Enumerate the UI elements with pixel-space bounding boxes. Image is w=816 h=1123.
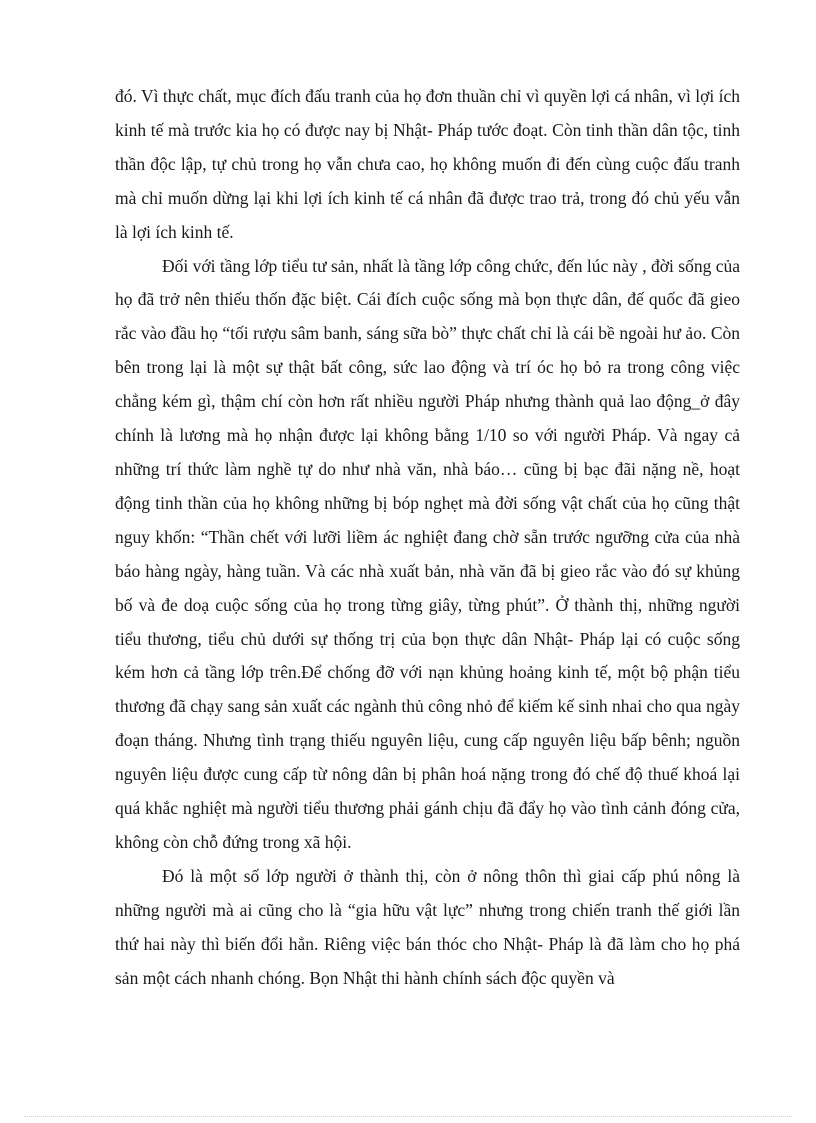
document-body xyxy=(115,80,740,995)
paragraph-continuation: đó. Vì thực chất, mục đích đấu tranh của họ đơn thuần chỉ vì quyền lợi cá nhân, vì lợi ích kinh tế mà trước kia họ có được nay bị Nhật- Pháp tước đoạt. Còn tinh thần dân tộc, tinh thần độc lập, tự chủ trong họ vẫn chưa cao, họ không muốn đi đến cùng cuộc đấu tranh mà chỉ muốn dừng lại khi lợi ích kinh tế cá nhân đã được trao trả, trong đó chủ yếu vẫn là lợi ích kinh tế. xyxy=(115,86,740,242)
page-bottom-divider xyxy=(24,1116,792,1117)
paragraph-rural-rich-peasants: Đó là một số lớp người ở thành thị, còn ở nông thôn thì giai cấp phú nông là những người mà ai cũng cho là “gia hữu vật lực” nhưng trong chiến tranh thế giới lần thứ hai này thì biến đổi hẳn. Riêng việc bán thóc cho Nhật- Pháp là đã làm cho họ phá sản một cách nhanh chóng. Bọn Nhật thi hành chính sách độc quyền và xyxy=(115,865,740,988)
paragraph-petty-bourgeoisie: Đối với tầng lớp tiểu tư sản, nhất là tầng lớp công chức, đến lúc này , đời sống của họ đã trở nên thiếu thốn đặc biệt. Cái đích cuộc sống mà bọn thực dân, đế quốc đã gieo rắc vào đầu họ “tối rượu sâm banh, sáng sữa bò” thực chất chỉ là cái bề ngoài hư ảo. Còn bên trong lại là một sự thật bất công, sức lao động và trí óc họ bỏ ra trong công việc chẳng kém gì, thậm chí còn hơn rất nhiều người Pháp nhưng thành quả lao động_ở đây chính là lương mà họ nhận được lại không bằng 1/10 so với người Pháp. Và ngay cả những trí thức làm nghề tự do như nhà văn, nhà báo… cũng bị bạc đãi nặng nề, hoạt động tinh thần của họ không những bị bóp nghẹt mà đời sống vật chất của họ cũng thật nguy khốn: “Thần chết với lưỡi liềm ác nghiệt đang chờ sẵn trước ngưỡng cửa của nhà báo hàng ngày, hàng tuần. Và các nhà xuất bản, nhà văn đã bị gieo rắc vào đó sự khủng bố và đe doạ cuộc sống của họ trong từng giây, từng phút”. Ở thành thị, những người tiểu thương, tiểu chủ dưới sự thống trị của bọn thực dân Nhật- Pháp lại có cuộc sống kém hơn cả tầng lớp trên.Để chống đỡ với nạn khủng hoảng kinh tế, một bộ phận tiểu thương đã chạy sang sản xuất các ngành thủ công nhỏ để kiếm kế sinh nhai cho qua ngày đoạn tháng. Nhưng tình trạng thiếu nguyên liệu, cung cấp nguyên liệu bấp bênh; nguồn nguyên liệu được cung cấp từ nông dân bị phân hoá nặng trong đó chế độ thuế khoá lại quá khắc nghiệt mà người tiểu thương phải gánh chịu đã đẩy họ vào tình cảnh đóng cửa, không còn chỗ đứng trong xã hội. xyxy=(115,255,740,852)
